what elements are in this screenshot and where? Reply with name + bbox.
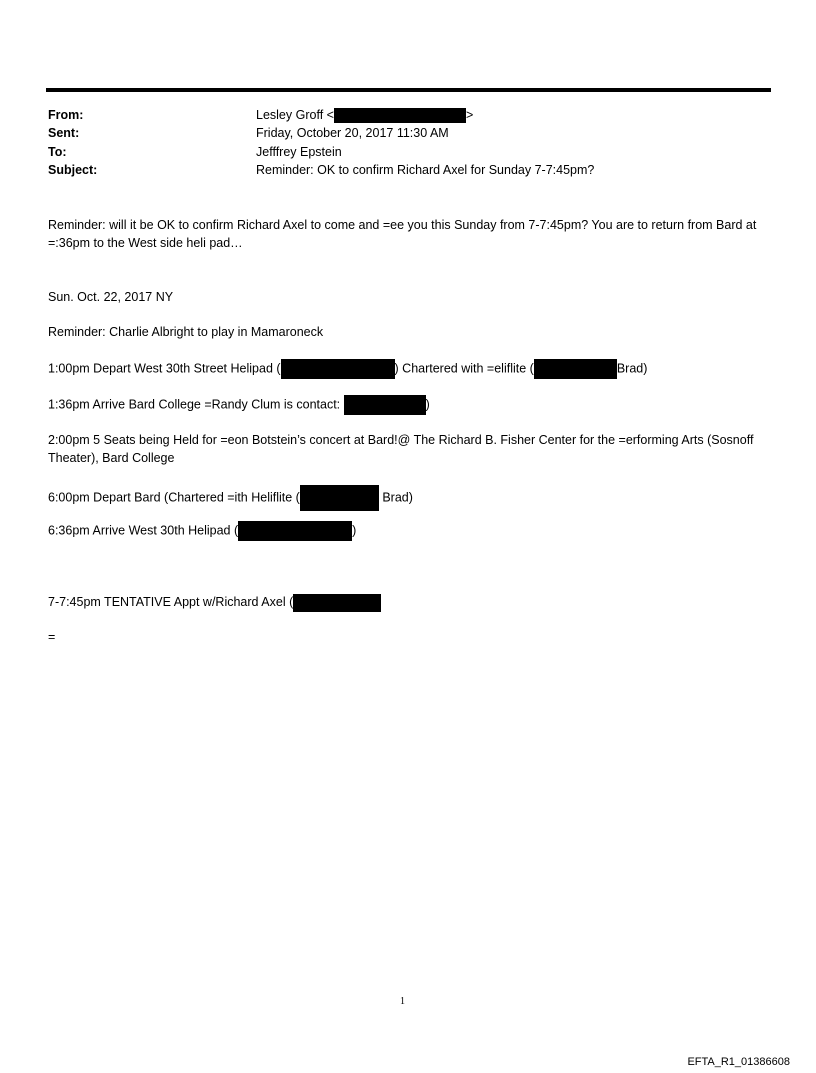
subject-value: Reminder: OK to confirm Richard Axel for Sunday 7-7:45pm? [256, 163, 595, 177]
redaction-box [534, 359, 617, 379]
schedule-item-1 [48, 359, 647, 379]
from-name: Lesley Groff < [256, 108, 334, 122]
from-bracket: > [465, 108, 474, 122]
date-line: Sun. Oct. 22, 2017 NY [48, 290, 174, 304]
from-label: From: [48, 108, 84, 122]
to-value: Jefffrey Epstein [256, 145, 342, 159]
item4-text-a: 6:00pm Depart Bard (Chartered =ith Heliflite ( [48, 490, 300, 505]
item5-text-b: ) [352, 523, 357, 538]
page-number: 1 [400, 996, 405, 1007]
item5-text-a: 6:36pm Arrive West 30th Helipad ( [48, 523, 239, 538]
schedule-item-4 [48, 485, 413, 511]
redaction-box [344, 395, 426, 415]
item2-text-b: ) [425, 397, 430, 412]
reminder-line: Reminder: Charlie Albright to play in Mamaroneck [48, 325, 324, 339]
sent-label: Sent: [48, 126, 80, 140]
body-intro: Reminder: will it be OK to confirm Richard Axel to come and =ee you this Sunday from 7-7:45pm? You are to return from Bard at =:36pm to the West side heli pad… [48, 218, 757, 250]
item2-text-a: 1:36pm Arrive Bard College =Randy Clum is contact: [48, 397, 344, 412]
from-value [256, 108, 473, 123]
item6-text-a: 7-7:45pm TENTATIVE Appt w/Richard Axel ( [48, 595, 294, 609]
item1-text-a: 1:00pm Depart West 30th Street Helipad ( [48, 361, 281, 376]
schedule-item-6 [48, 593, 381, 612]
item4-text-b: Brad) [378, 490, 413, 505]
item1-text-b: ) Chartered with =eliflite ( [394, 361, 534, 376]
redaction-box [281, 359, 395, 379]
schedule-item-3: 2:00pm 5 Seats being Held for =eon Botstein’s concert at Bard!@ The Richard B. Fisher Center for the =erforming Arts (Sosnoff Theater), Bard College [48, 433, 754, 465]
trailer-mark: = [48, 630, 56, 644]
bates-number: EFTA_R1_01386608 [687, 1056, 790, 1068]
schedule-item-2 [48, 395, 430, 415]
header-rule [46, 88, 771, 92]
redaction-box [238, 521, 352, 541]
subject-label: Subject: [48, 163, 98, 177]
redaction-box [293, 594, 381, 612]
schedule-item-5 [48, 521, 356, 541]
redaction-box [300, 485, 379, 511]
item1-text-c: Brad) [616, 361, 648, 376]
redaction-box [334, 108, 466, 123]
sent-value: Friday, October 20, 2017 11:30 AM [256, 126, 449, 140]
to-label: To: [48, 145, 67, 159]
